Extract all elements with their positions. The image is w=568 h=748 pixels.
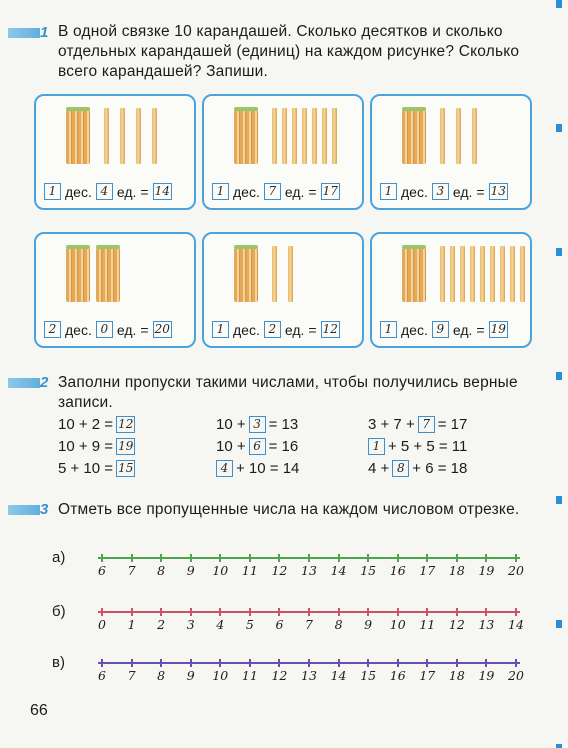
tick-label: 19 bbox=[478, 563, 495, 578]
tens-answer: 1 bbox=[380, 321, 397, 338]
des-label: дес. bbox=[401, 183, 428, 200]
tick-label: 9 bbox=[186, 668, 195, 683]
pencil-bundle bbox=[66, 110, 90, 164]
pencil-bundle bbox=[96, 248, 120, 302]
number-line-tick bbox=[338, 659, 340, 667]
tick-label: 9 bbox=[364, 617, 373, 632]
pencil-stick bbox=[332, 108, 337, 164]
number-line-tick bbox=[131, 659, 133, 667]
ones-answer: 9 bbox=[432, 321, 449, 338]
tick-label: 7 bbox=[305, 617, 313, 632]
pencil-stick bbox=[490, 246, 495, 302]
tick-label: 11 bbox=[419, 617, 436, 632]
pencil-card bbox=[202, 232, 364, 348]
pencil-card bbox=[370, 232, 532, 348]
number-line-tick bbox=[278, 659, 280, 667]
total-answer: 12 bbox=[322, 322, 338, 336]
tick-label: 12 bbox=[271, 668, 288, 683]
expression bbox=[216, 460, 299, 477]
task2-stripe bbox=[8, 378, 40, 388]
tick-label: 14 bbox=[330, 668, 347, 683]
expr-answer: 1 bbox=[368, 438, 385, 455]
pencil-stick bbox=[510, 246, 515, 302]
number-line-tick bbox=[515, 554, 517, 562]
tick-label: 6 bbox=[98, 563, 106, 578]
ones-answer: 3 bbox=[432, 183, 449, 200]
equals-sign: = bbox=[140, 183, 149, 200]
pencil-stick bbox=[292, 108, 297, 164]
number-line-tick bbox=[131, 554, 133, 562]
number-line-tick bbox=[160, 608, 162, 616]
expr-post: + 5 + 5 = 11 bbox=[388, 438, 468, 455]
tick-label: 6 bbox=[275, 617, 284, 632]
tick-label: 10 bbox=[212, 668, 229, 683]
number-line-tick bbox=[338, 608, 340, 616]
pencil-stick bbox=[282, 108, 287, 164]
tick-label: 0 bbox=[98, 617, 106, 632]
tick-label: 14 bbox=[508, 617, 524, 632]
expression bbox=[368, 416, 467, 433]
pencil-stick bbox=[302, 108, 307, 164]
pencil-bundle bbox=[402, 110, 426, 164]
ones-answer: 0 bbox=[96, 321, 113, 338]
tick-label: 10 bbox=[389, 617, 406, 632]
tick-label: 15 bbox=[360, 563, 377, 578]
tick-label: 8 bbox=[334, 617, 343, 632]
expr-answer: 7 bbox=[418, 416, 435, 433]
equals-sign: = bbox=[308, 183, 317, 200]
number-line-tick bbox=[456, 554, 458, 562]
tick-label: 13 bbox=[301, 563, 317, 578]
total-answer: 14 bbox=[154, 184, 170, 198]
tick-label: 12 bbox=[448, 617, 465, 632]
tick-label: 17 bbox=[419, 668, 436, 683]
tick-label: 9 bbox=[186, 563, 195, 578]
tick-label: 16 bbox=[389, 563, 406, 578]
number-line-tick bbox=[219, 659, 221, 667]
total-answer: 13 bbox=[490, 184, 506, 198]
tens-answer: 1 bbox=[44, 183, 61, 200]
tick-label: 12 bbox=[271, 563, 288, 578]
tick-label: 1 bbox=[127, 617, 136, 632]
ed-label: ед. bbox=[116, 183, 137, 200]
expr-answer: 3 bbox=[249, 416, 266, 433]
pencil-stick bbox=[480, 246, 485, 302]
expr-pre: 5 + 10 = bbox=[58, 460, 114, 477]
expr-answer: 19 bbox=[118, 439, 134, 453]
card-equation bbox=[380, 183, 508, 200]
expression bbox=[368, 460, 467, 477]
tick-label: 3 bbox=[186, 617, 195, 632]
tick-label: 7 bbox=[127, 668, 136, 683]
number-line-tick bbox=[190, 659, 192, 667]
number-line-tick bbox=[249, 608, 251, 616]
pencil-stick bbox=[450, 246, 455, 302]
pencil-stick bbox=[312, 108, 317, 164]
expr-post: + 10 = 14 bbox=[236, 460, 300, 477]
number-line-tick bbox=[160, 554, 162, 562]
number-line-label: б) bbox=[52, 603, 66, 620]
expr-answer: 8 bbox=[392, 460, 409, 477]
number-line-tick bbox=[485, 554, 487, 562]
pencil-stick bbox=[288, 246, 293, 302]
ed-label: ед. bbox=[116, 321, 137, 338]
task2-number: 2 bbox=[40, 374, 49, 391]
total-answer: 17 bbox=[322, 184, 338, 198]
task1-text: В одной связке 10 карандашей. Сколько десятков и сколько отдельных карандашей (единиц) на каждом рисунке? Сколько всего карандашей? Запиши. bbox=[58, 23, 520, 80]
number-line-tick bbox=[249, 554, 251, 562]
task3-stripe bbox=[8, 505, 40, 515]
number-line-tick bbox=[515, 659, 517, 667]
number-line-tick bbox=[190, 608, 192, 616]
expr-post: + 6 = 18 bbox=[412, 460, 468, 477]
pencil-card bbox=[34, 94, 196, 210]
number-line-tick bbox=[426, 659, 428, 667]
pencil-card bbox=[34, 232, 196, 348]
number-line-tick bbox=[367, 608, 369, 616]
tick-label: 2 bbox=[157, 617, 166, 632]
tick-label: 18 bbox=[448, 668, 465, 683]
number-line-tick bbox=[308, 608, 310, 616]
pencil-stick bbox=[472, 108, 477, 164]
ed-label: ед. bbox=[452, 183, 473, 200]
tick-label: 17 bbox=[419, 563, 436, 578]
pencil-stick bbox=[470, 246, 475, 302]
number-line-tick bbox=[219, 554, 221, 562]
number-line-tick bbox=[219, 608, 221, 616]
number-line-tick bbox=[426, 554, 428, 562]
card-equation bbox=[380, 321, 508, 338]
pencil-card bbox=[202, 94, 364, 210]
number-line bbox=[98, 611, 524, 632]
number-line-tick bbox=[397, 659, 399, 667]
number-line-tick bbox=[485, 608, 487, 616]
pencil-stick bbox=[136, 108, 141, 164]
pencil-stick bbox=[104, 108, 109, 164]
pencil-bundle bbox=[234, 110, 258, 164]
tick-label: 11 bbox=[241, 563, 258, 578]
number-line-tick bbox=[397, 554, 399, 562]
total-answer: 19 bbox=[490, 322, 506, 336]
card-equation bbox=[212, 321, 340, 338]
number-line bbox=[98, 557, 524, 578]
pencil-stick bbox=[120, 108, 125, 164]
number-line-tick bbox=[426, 608, 428, 616]
tick-label: 8 bbox=[157, 563, 166, 578]
expr-answer: 15 bbox=[118, 461, 134, 475]
tens-answer: 1 bbox=[212, 183, 229, 200]
expr-pre: 10 + bbox=[216, 416, 246, 433]
des-label: дес. bbox=[65, 321, 92, 338]
pencil-card bbox=[370, 94, 532, 210]
tick-label: 11 bbox=[241, 668, 258, 683]
number-line-label: в) bbox=[52, 654, 65, 671]
tens-answer: 1 bbox=[212, 321, 229, 338]
pencil-stick bbox=[440, 108, 445, 164]
card-equation bbox=[212, 183, 340, 200]
tick-label: 4 bbox=[216, 617, 225, 632]
des-label: дес. bbox=[233, 183, 260, 200]
expression bbox=[58, 416, 135, 433]
expression bbox=[368, 438, 467, 455]
tens-answer: 2 bbox=[44, 321, 61, 338]
expr-pre: 4 + bbox=[368, 460, 390, 477]
expr-pre: 10 + 2 = bbox=[58, 416, 114, 433]
tick-label: 13 bbox=[478, 617, 495, 632]
pencil-stick bbox=[440, 246, 445, 302]
number-line-tick bbox=[190, 554, 192, 562]
tick-label: 7 bbox=[127, 563, 136, 578]
number-line-tick bbox=[278, 608, 280, 616]
pencil-stick bbox=[520, 246, 525, 302]
des-label: дес. bbox=[233, 321, 260, 338]
number-line-tick bbox=[131, 608, 133, 616]
tick-label: 8 bbox=[157, 668, 166, 683]
number-line-tick bbox=[160, 659, 162, 667]
number-line-tick bbox=[101, 659, 103, 667]
pencil-bundle bbox=[66, 248, 90, 302]
page-edge bbox=[556, 0, 562, 748]
tick-label: 20 bbox=[508, 668, 524, 683]
number-line-tick bbox=[397, 608, 399, 616]
expr-post: = 13 bbox=[268, 416, 299, 433]
expression bbox=[58, 438, 135, 455]
tick-label: 13 bbox=[301, 668, 317, 683]
pencil-stick bbox=[272, 108, 277, 164]
number-line-tick bbox=[367, 554, 369, 562]
pencil-stick bbox=[456, 108, 461, 164]
task2-text: Заполни пропуски такими числами, чтобы получились верные записи. bbox=[58, 374, 518, 411]
pencil-stick bbox=[152, 108, 157, 164]
ed-label: ед. bbox=[284, 321, 305, 338]
number-line-label: а) bbox=[52, 549, 66, 566]
ones-answer: 2 bbox=[264, 321, 281, 338]
task1-number: 1 bbox=[40, 24, 49, 41]
tick-label: 6 bbox=[98, 668, 106, 683]
expr-pre: 10 + 9 = bbox=[58, 438, 114, 455]
expr-post: = 17 bbox=[437, 416, 468, 433]
expression bbox=[216, 416, 298, 433]
tick-label: 15 bbox=[360, 668, 377, 683]
card-equation bbox=[44, 321, 172, 338]
number-line-tick bbox=[367, 659, 369, 667]
task1-stripe bbox=[8, 28, 40, 38]
des-label: дес. bbox=[65, 183, 92, 200]
tick-label: 5 bbox=[245, 617, 254, 632]
number-line-tick bbox=[308, 659, 310, 667]
ones-answer: 4 bbox=[96, 183, 113, 200]
tick-label: 14 bbox=[330, 563, 347, 578]
equals-sign: = bbox=[476, 321, 485, 338]
card-equation bbox=[44, 183, 172, 200]
number-line-tick bbox=[278, 554, 280, 562]
expression bbox=[58, 460, 135, 477]
task3-text: Отметь все пропущенные числа на каждом числовом отрезке. bbox=[58, 501, 520, 518]
tick-label: 18 bbox=[448, 563, 465, 578]
tens-answer: 1 bbox=[380, 183, 397, 200]
number-line-tick bbox=[485, 659, 487, 667]
pencil-bundle bbox=[402, 248, 426, 302]
number-line-tick bbox=[456, 659, 458, 667]
number-line-tick bbox=[101, 608, 103, 616]
tick-label: 10 bbox=[212, 563, 229, 578]
expr-answer: 12 bbox=[118, 417, 134, 431]
equals-sign: = bbox=[308, 321, 317, 338]
pencil-stick bbox=[322, 108, 327, 164]
ones-answer: 7 bbox=[264, 183, 281, 200]
tick-label: 19 bbox=[478, 668, 495, 683]
ed-label: ед. bbox=[284, 183, 305, 200]
expr-pre: 10 + bbox=[216, 438, 246, 455]
number-line-tick bbox=[101, 554, 103, 562]
number-line-tick bbox=[456, 608, 458, 616]
pencil-bundle bbox=[234, 248, 258, 302]
des-label: дес. bbox=[401, 321, 428, 338]
number-line-tick bbox=[308, 554, 310, 562]
equals-sign: = bbox=[140, 321, 149, 338]
number-line-tick bbox=[249, 659, 251, 667]
expr-answer: 6 bbox=[249, 438, 266, 455]
expr-pre: 3 + 7 + bbox=[368, 416, 415, 433]
task3-number: 3 bbox=[40, 501, 49, 518]
ed-label: ед. bbox=[452, 321, 473, 338]
equals-sign: = bbox=[476, 183, 485, 200]
pencil-stick bbox=[272, 246, 277, 302]
expr-answer: 4 bbox=[216, 460, 233, 477]
number-line bbox=[98, 662, 524, 683]
expression bbox=[216, 438, 298, 455]
number-line-tick bbox=[515, 608, 517, 616]
total-answer: 20 bbox=[154, 322, 170, 336]
number-line-tick bbox=[338, 554, 340, 562]
pencil-stick bbox=[500, 246, 505, 302]
tick-label: 20 bbox=[508, 563, 524, 578]
expr-post: = 16 bbox=[268, 438, 299, 455]
pencil-stick bbox=[460, 246, 465, 302]
tick-label: 16 bbox=[389, 668, 406, 683]
page-number: 66 bbox=[30, 702, 48, 719]
